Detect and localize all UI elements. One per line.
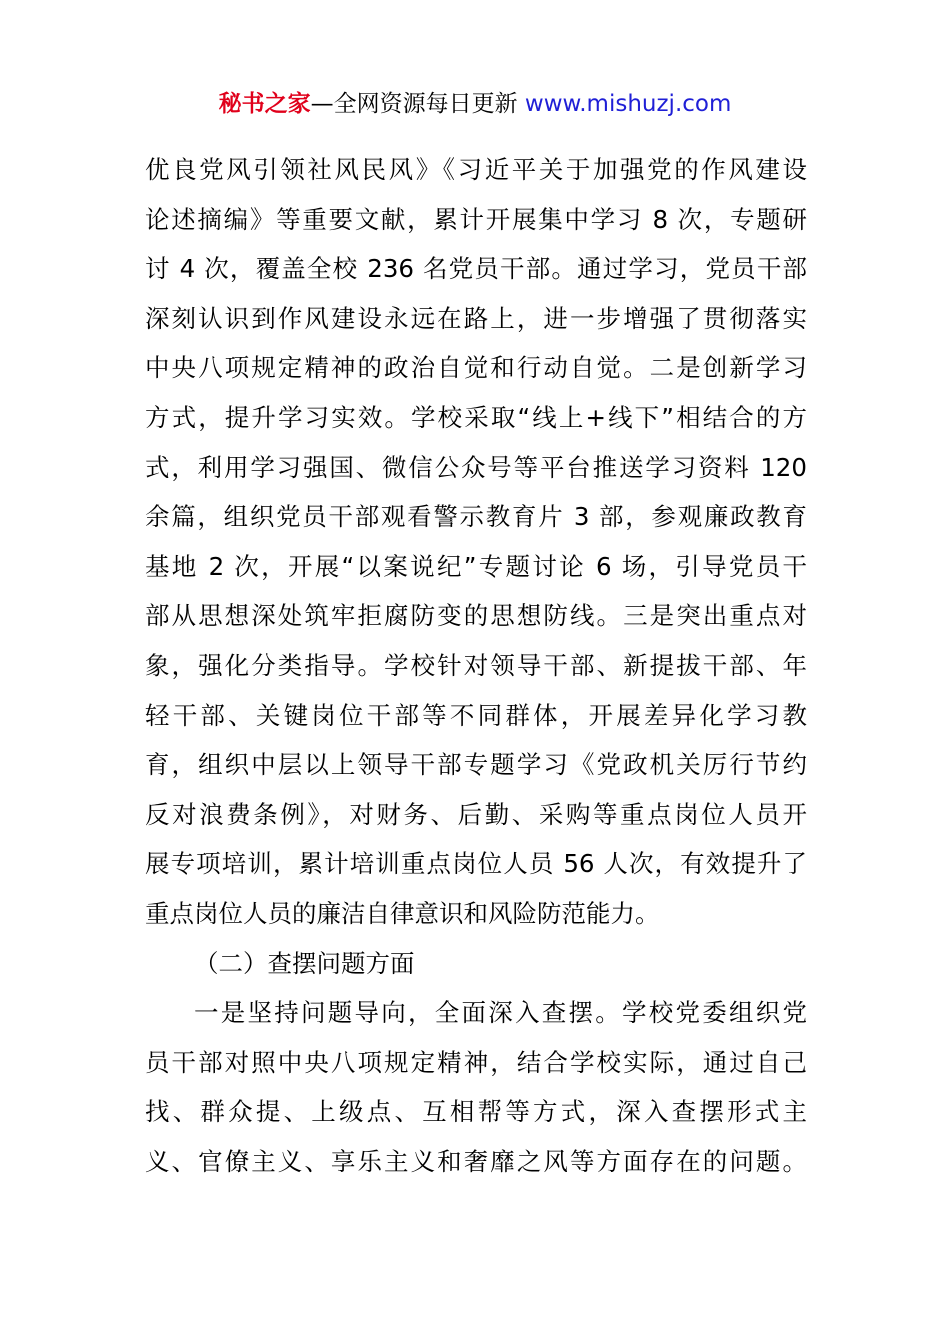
body-line: 余篇，组织党员干部观看警示教育片 3 部，参观廉政教育 xyxy=(145,502,807,532)
brand-name: 秘书之家 xyxy=(218,91,311,117)
body-line: 象，强化分类指导。学校针对领导干部、新提拔干部、年 xyxy=(145,650,807,680)
body-line: 论述摘编》等重要文献，累计开展集中学习 8 次，专题研 xyxy=(145,204,807,234)
section-heading: （二）查摆问题方面 xyxy=(194,948,415,978)
section-line: 找、群众提、上级点、互相帮等方式，深入查摆形式主 xyxy=(145,1097,807,1127)
body-line: 展专项培训，累计培训重点岗位人员 56 人次，有效提升了 xyxy=(145,849,807,879)
body-line: 讨 4 次，覆盖全校 236 名党员干部。通过学习，党员干部 xyxy=(145,254,807,284)
header-tagline: —全网资源每日更新 xyxy=(310,91,525,117)
body-line: 式，利用学习强国、微信公众号等平台推送学习资料 120 xyxy=(145,452,807,482)
body-line: 重点岗位人员的廉洁自律意识和风险防范能力。 xyxy=(145,898,660,928)
body-line: 育，组织中层以上领导干部专题学习《党政机关厉行节约 xyxy=(145,750,807,780)
body-line: 基地 2 次，开展“以案说纪”专题讨论 6 场，引导党员干 xyxy=(145,551,807,581)
page-header xyxy=(0,86,950,122)
body-line: 方式，提升学习实效。学校采取“线上+线下”相结合的方 xyxy=(145,402,807,432)
body-line: 深刻认识到作风建设永远在路上，进一步增强了贯彻落实 xyxy=(145,303,807,333)
body-line: 轻干部、关键岗位干部等不同群体，开展差异化学习教 xyxy=(145,700,807,730)
body-line: 优良党风引领社风民风》《习近平关于加强党的作风建设 xyxy=(145,155,807,184)
section-line: 员干部对照中央八项规定精神，结合学校实际，通过自己 xyxy=(145,1047,807,1077)
section-line: 义、官僚主义、享乐主义和奢靡之风等方面存在的问题。 xyxy=(145,1146,807,1176)
body-line: 部从思想深处筑牢拒腐防变的思想防线。三是突出重点对 xyxy=(145,601,807,631)
document-body xyxy=(145,145,807,1186)
body-line: 反对浪费条例》，对财务、后勤、采购等重点岗位人员开 xyxy=(145,799,807,829)
section-line: 一是坚持问题导向，全面深入查摆。学校党委组织党 xyxy=(194,998,807,1028)
body-line: 中央八项规定精神的政治自觉和行动自觉。二是创新学习 xyxy=(145,353,807,383)
site-url-link[interactable]: www.mishuzj.com xyxy=(524,91,732,117)
